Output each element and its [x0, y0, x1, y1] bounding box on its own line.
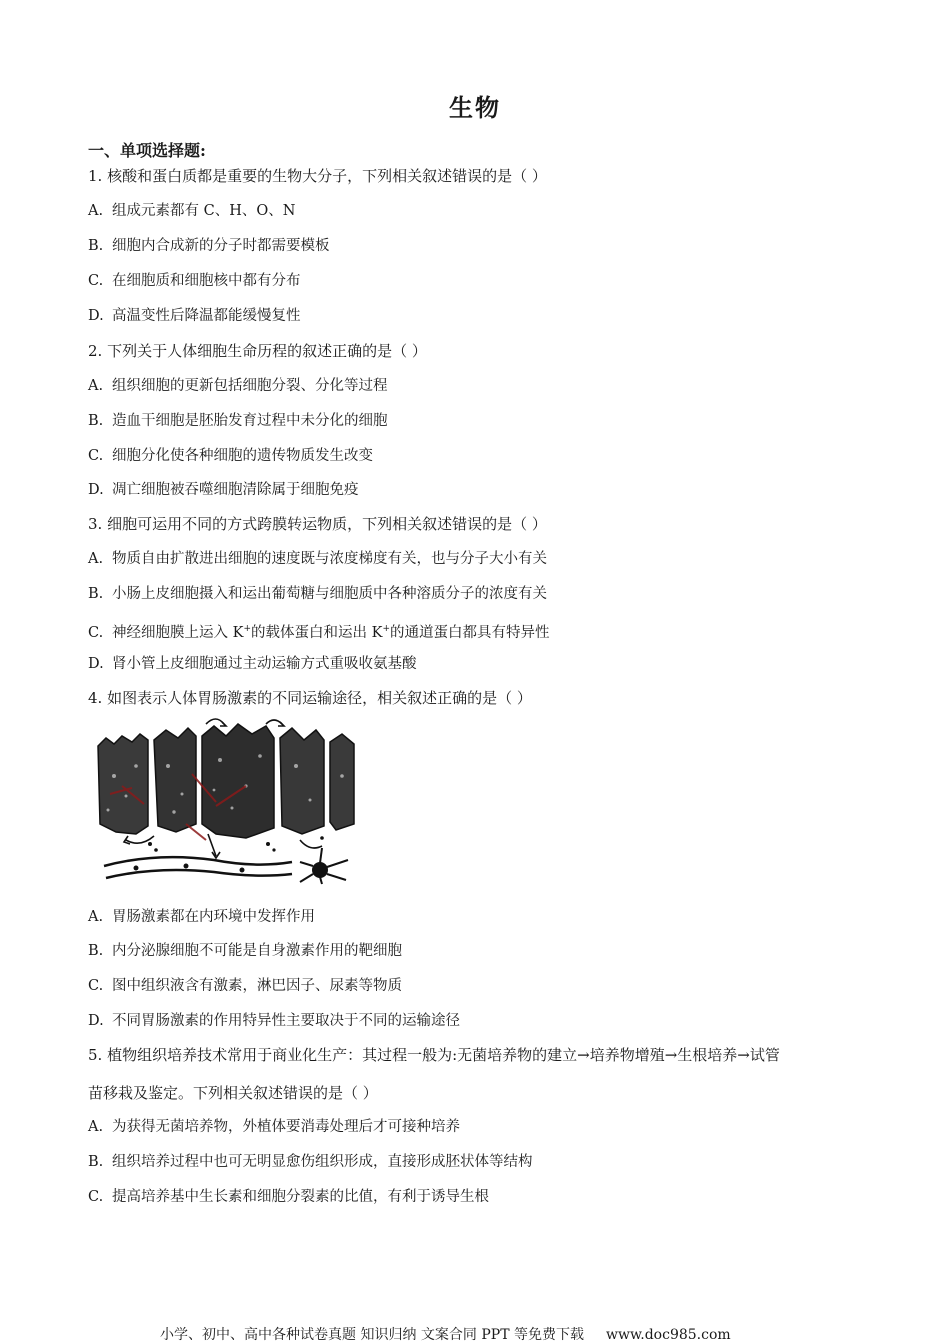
q3-option-a: A. 物质自由扩散进出细胞的速度既与浓度梯度有关，也与分子大小有关 [88, 551, 547, 567]
question-2-stem: 2. 下列关于人体细胞生命历程的叙述正确的是（ ） [88, 342, 427, 360]
q2-option-a: A. 组织细胞的更新包括细胞分裂、分化等过程 [88, 378, 388, 394]
q1-option-b: B. 细胞内合成新的分子时都需要模板 [88, 238, 330, 254]
q4-option-d: D. 不同胃肠激素的作用特异性主要取决于不同的运输途径 [88, 1013, 460, 1029]
q2-option-b: B. 造血干细胞是胚胎发育过程中未分化的细胞 [88, 413, 388, 429]
q5-option-a: A. 为获得无菌培养物，外植体要消毒处理后才可接种培养 [88, 1119, 460, 1135]
q4-option-c: C. 图中组织液含有激素，淋巴因子、尿素等物质 [88, 978, 402, 994]
q1-option-d: D. 高温变性后降温都能缓慢复性 [88, 308, 301, 324]
question-1-stem: 1. 核酸和蛋白质都是重要的生物大分子，下列相关叙述错误的是（ ） [88, 167, 547, 185]
question-5-stem-line-1: 5. 植物组织培养技术常用于商业化生产：其过程一般为:无菌培养物的建立→培养物增殖→生根培养→试管 [88, 1046, 780, 1064]
footer-text: 小学、初中、高中各种试卷真题 知识归纳 文案合同 PPT 等免费下载 [160, 1327, 584, 1343]
question-3-stem: 3. 细胞可运用不同的方式跨膜转运物质，下列相关叙述错误的是（ ） [88, 515, 547, 533]
page-title: 生物 [449, 93, 501, 122]
q2-option-c: C. 细胞分化使各种细胞的遗传物质发生改变 [88, 448, 373, 464]
q2-option-d: D. 凋亡细胞被吞噬细胞清除属于细胞免疫 [88, 482, 359, 498]
q1-option-c: C. 在细胞质和细胞核中都有分布 [88, 273, 301, 289]
q4-option-b: B. 内分泌腺细胞不可能是自身激素作用的靶细胞 [88, 943, 402, 959]
question-4-stem: 4. 如图表示人体胃肠激素的不同运输途径，相关叙述正确的是（ ） [88, 689, 532, 707]
q3-option-d: D. 肾小管上皮细胞通过主动运输方式重吸收氨基酸 [88, 656, 417, 672]
footer-url-link[interactable]: www.doc985.com [605, 1327, 731, 1343]
q1-option-a: A. 组成元素都有 C、H、O、N [88, 203, 296, 219]
q5-option-b: B. 组织培养过程中也可无明显愈伤组织形成，直接形成胚状体等结构 [88, 1154, 533, 1170]
hormone-transport-figure [96, 716, 358, 886]
q3-option-c: C. 神经细胞膜上运入 K+的载体蛋白和运出 K+的通道蛋白都具有特异性 [88, 624, 550, 641]
q3-option-b: B. 小肠上皮细胞摄入和运出葡萄糖与细胞质中各种溶质分子的浓度有关 [88, 586, 547, 602]
question-5-stem-line-2: 苗移栽及鉴定。下列相关叙述错误的是（ ） [88, 1084, 378, 1102]
page-footer [160, 1324, 731, 1344]
q4-option-a: A. 胃肠激素都在内环境中发挥作用 [88, 909, 315, 925]
section-heading: 一、单项选择题: [88, 141, 206, 160]
q5-option-c: C. 提高培养基中生长素和细胞分裂素的比值，有利于诱导生根 [88, 1189, 489, 1205]
